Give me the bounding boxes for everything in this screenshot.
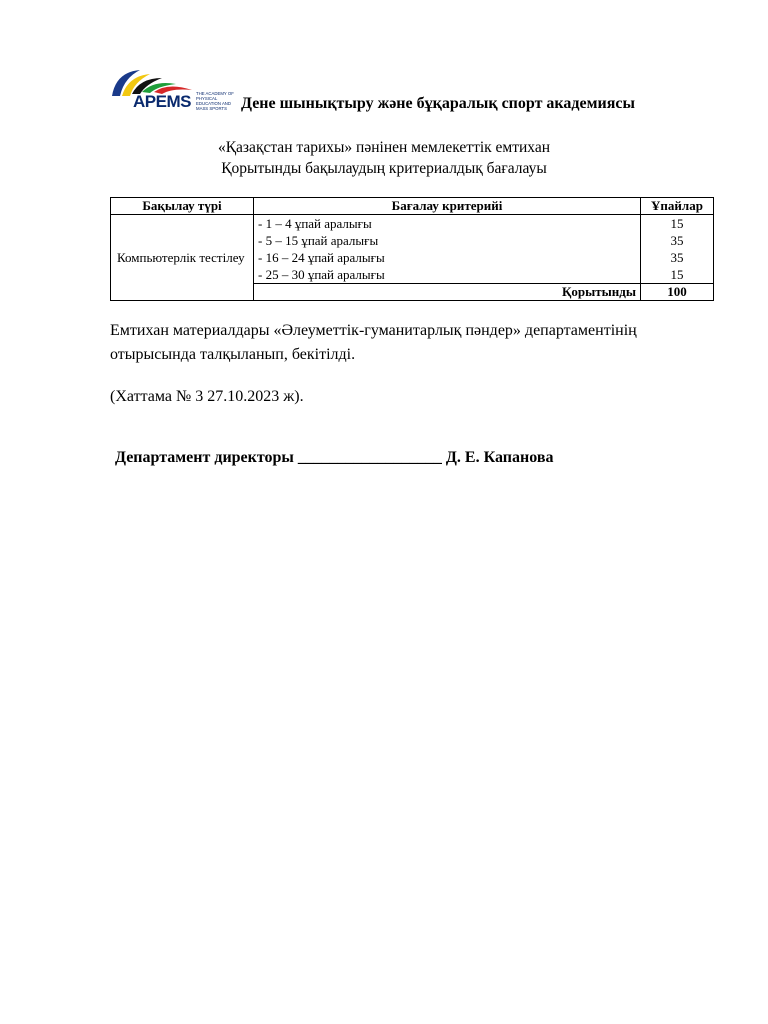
criteria-item: - 16 – 24 ұпай аралығы	[258, 250, 385, 265]
logo-tagline: THE ACADEMY OF PHYSICAL EDUCATION AND MASS SPORTS	[196, 91, 234, 111]
logo-wordmark: APEMS	[133, 92, 191, 111]
score-item: 35	[670, 233, 684, 248]
approval-paragraph: Емтихан материалдары «Әлеуметтік-гуманитарлық пәндер» департаментінің отырысында талқыланып, бекітілді.	[110, 322, 637, 363]
scores-cell	[641, 215, 714, 284]
criteria-item: - 25 – 30 ұпай аралығы	[258, 267, 385, 282]
header-criteria: Бағалау критерийі	[254, 198, 641, 215]
score-item: 15	[670, 216, 684, 231]
total-value: 100	[641, 284, 714, 301]
score-item: 35	[670, 250, 684, 265]
control-type-cell: Компьютерлік тестілеу	[111, 215, 254, 301]
header-scores: Ұпайлар	[641, 198, 714, 215]
document-header	[110, 66, 710, 118]
apems-logo	[110, 66, 238, 116]
criteria-item: - 1 – 4 ұпай аралығы	[258, 216, 372, 231]
header-control-type: Бақылау түрі	[111, 198, 254, 215]
table-header-row	[111, 198, 714, 215]
assessment-title: Қорытынды бақылаудың критериалдық бағалауы	[221, 160, 547, 177]
criteria-table	[110, 197, 714, 301]
table-row	[111, 215, 714, 284]
score-item: 15	[670, 267, 684, 282]
academy-name: Дене шынықтыру және бұқаралық спорт академиясы	[241, 95, 635, 112]
protocol-paragraph: (Хаттама № 3 27.10.2023 ж).	[110, 388, 304, 405]
criteria-item: - 5 – 15 ұпай аралығы	[258, 233, 379, 248]
criteria-cell	[254, 215, 641, 284]
signature-line: Департамент директоры __________________ Д. Е. Капанова	[115, 449, 554, 466]
exam-title: «Қазақстан тарихы» пәнінен мемлекеттік емтихан	[217, 139, 551, 156]
total-label: Қорытынды	[254, 284, 641, 301]
